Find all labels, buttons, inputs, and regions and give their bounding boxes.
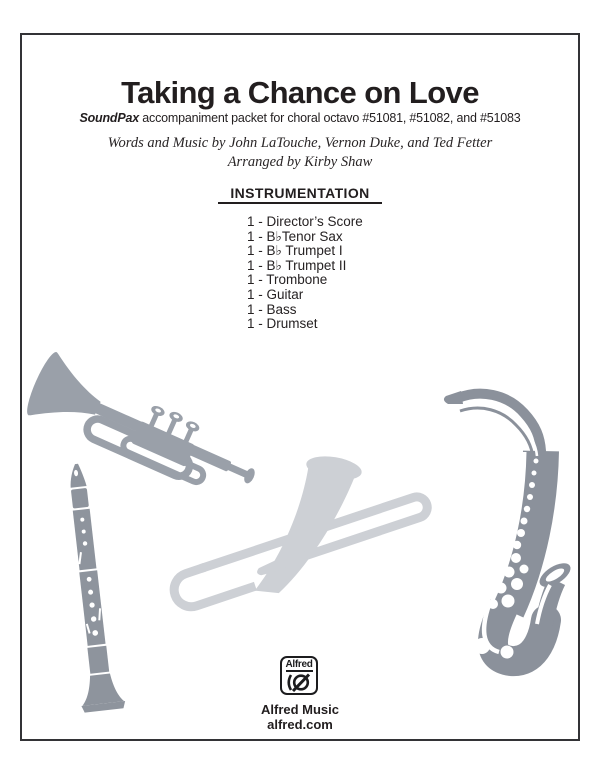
trumpet-icon <box>22 349 267 509</box>
instrumentation-item: 1 - B♭Tenor Sax <box>247 228 343 244</box>
clarinet-icon <box>54 462 126 713</box>
alfred-monogram-icon <box>286 673 312 692</box>
instrumentation-item: 1 - Guitar <box>247 286 304 302</box>
credit-words-music: Words and Music by John LaTouche, Vernon Duke, and Ted Fetter <box>107 135 493 151</box>
credit-arranger: Arranged by Kirby Shaw <box>227 154 373 170</box>
alfred-logo-divider <box>286 670 313 672</box>
alfred-logo <box>280 656 318 695</box>
saxophone-icon <box>444 391 574 661</box>
page-title: Taking a Chance on Love <box>121 75 479 110</box>
instrumentation-item: 1 - B♭ Trumpet II <box>247 257 347 273</box>
instrumentation-heading: INSTRUMENTATION <box>230 185 370 201</box>
soundpax-label: SoundPax <box>79 111 139 125</box>
instrumentation-item: 1 - Director’s Score <box>247 214 363 229</box>
publisher-name: Alfred Music <box>260 702 339 717</box>
instrumentation-item: 1 - Bass <box>247 301 297 317</box>
publisher-website: alfred.com <box>267 717 333 732</box>
instrumentation-item: 1 - B♭ Trumpet I <box>247 243 343 259</box>
subtitle-text: accompaniment packet for choral octavo #51081, #51082, and #51083 <box>139 111 521 125</box>
alfred-logo-text: Alfred <box>285 659 313 670</box>
instrumentation-item: 1 - Drumset <box>247 316 318 332</box>
instrumentation-item: 1 - Trombone <box>247 272 328 288</box>
